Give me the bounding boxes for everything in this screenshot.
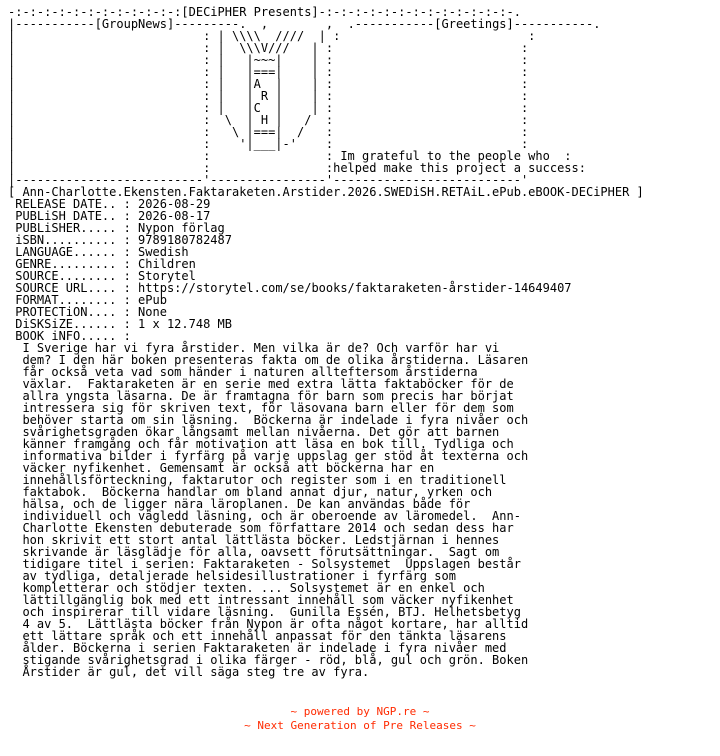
book-info-line: växlar. Faktaraketen är en serie med extra lätta faktaböcker för de — [8, 377, 514, 391]
header-art: -:-:-:-:-:-:-:-:-:-:-:-:[DECiPHER Presents]-:-:-:-:-:-:-:-:-:-:-:-:-:-. |-----------[GroupNews]---------. , , .-----------[Greetings]-----------. | : | \\\\ //// | : : | : | \\\V/// | : : | : | |~~~| | : : | : | |===| | : : | : | |A | | : : | : | | R | | : : | : | |C | | : : | : \ | H | / : : | : \ |===| / : : | : '|___|-' : : | : : Im grateful to the people who : | : :helped make this project a success: |--------------------------'----------------'--------------------------' [ Ann-Charlotte.Ekensten.Faktaraketen.Arstider.2026.SWEDiSH.RETAiL.ePub.eBOOK-DECiPHER ] — [8, 5, 644, 199]
field-value: Children — [138, 257, 196, 271]
field-label: BOOK iNFO..... : — [8, 329, 139, 343]
logo-letter-r: R — [260, 89, 269, 103]
book-info-line: behöver starta om sin läsning. Böckerna är indelade i fyra nivåer och — [8, 413, 529, 427]
field-value: Swedish — [138, 245, 189, 259]
field-label: FORMAT........ : — [8, 293, 139, 307]
book-info-line: skrivande är läsglädje för alla, oavsett förutsättningar. Sagt om — [8, 545, 500, 559]
group-news-label: [GroupNews] — [94, 17, 175, 31]
field-value: 2026-08-17 — [138, 209, 211, 223]
book-info-line: tidigare titel i serien: Faktaraketen - Solsystemet Uppslagen består — [8, 557, 521, 571]
book-info-line: hon skrivit ett stort antal lättlästa böcker. Ledstjärnan i hennes — [8, 533, 500, 547]
banner: -:-:-:-:-:-:-:-:-:-:-:-:[DECiPHER Presents]-:-:-:-:-:-:-:-:-:-:-:-:-:-. — [8, 5, 521, 19]
field-label: PUBLiSH DATE.. : — [8, 209, 139, 223]
book-info-line: och inspirerar till vidare läsning. Gunilla Essén, BTJ. Helhetsbetyg — [8, 605, 521, 619]
book-info-line: kompletterar och stödjer texten. ... Solsystemet är en enkel och — [8, 581, 485, 595]
field-label: SOURCE........ : — [8, 269, 139, 283]
book-info-line: allra yngsta läsarna. De är framtagna för barn som precis har börjat — [8, 389, 514, 403]
logo-letter-a: A — [253, 77, 261, 91]
book-info-line: Charlotte Ekensten debuterade som författare 2014 och sedan dess har — [8, 521, 514, 535]
release-info — [8, 198, 720, 342]
field-value: 9789180782487 — [138, 233, 232, 247]
book-info-line: intressera sig för skriven text, för läsovana barn eller för dem som — [8, 401, 514, 415]
field-label: SOURCE URL.... : — [8, 281, 139, 295]
book-info-line: Årstider är gul, det vill säga steg tre av fyra. — [8, 665, 370, 679]
book-info-line: av tydliga, detaljerade helsidesillustrationer i fyrfärg som — [8, 569, 456, 583]
book-info-line: I Sverige har vi fyra årstider. Men vilka är de? Och varför har vi — [8, 341, 500, 355]
logo-letter-h: H — [260, 113, 269, 127]
book-info-line: stigande svårighetsgrad i olika färger - röd, blå, gul och grön. Boken — [8, 653, 529, 667]
book-info-line: lättillgänglig bok med ett intressant innehåll som väcker nyfikenhet — [8, 593, 514, 607]
field-value: 1 x 12.748 MB — [138, 317, 232, 331]
field-value: https://storytel.com/se/books/faktaraketen-årstider-14649407 — [138, 281, 572, 295]
powered-by-link[interactable]: ~ powered by NGP.re ~ — [290, 705, 430, 718]
nfo-document — [8, 6, 720, 678]
book-info-line: individuell och vägledd läsning, och är oberoende av läromedel. Ann- — [8, 509, 521, 523]
book-description — [8, 342, 720, 678]
greetings-text-1: Im grateful to the people who — [333, 149, 550, 163]
book-info-line: känner framgång och får motivation att läsa en bok till. Tydliga och — [8, 437, 514, 451]
book-info-line: väcker nyfikenhet. Gemensamt är också att böckerna har en — [8, 461, 435, 475]
greetings-label: [Greetings] — [434, 17, 514, 31]
book-info-line: hälsa, och de ligger nära läroplanen. De kan användas både för — [8, 497, 471, 511]
book-info-line: ålder. Böckerna i serien Faktaraketen är indelade i fyra nivåer med — [8, 641, 507, 655]
release-name: [ Ann-Charlotte.Ekensten.Faktaraketen.Arstider.2026.SWEDiSH.RETAiL.ePub.eBOOK-DECiPHER ] — [8, 185, 644, 199]
field-label: RELEASE DATE.. : — [8, 197, 139, 211]
field-value: Nypon förlag — [138, 221, 225, 235]
field-label: GENRE......... : — [8, 257, 139, 271]
book-info-line: 4 av 5. Lättlästa böcker från Nypon är ofta något kortare, har alltid — [8, 617, 529, 631]
field-label: LANGUAGE...... : — [8, 245, 139, 259]
book-info-line: dem? I den här boken presenteras fakta om de olika årstiderna. Läsaren — [8, 353, 529, 367]
field-value: Storytel — [138, 269, 196, 283]
book-info-line: faktabok. Böckerna handlar om bland annat djur, natur, yrken och — [8, 485, 493, 499]
logo-letter-c: C — [253, 101, 261, 115]
book-info-line: innehållsförteckning, faktarutor och register som i en traditionell — [8, 473, 507, 487]
book-info-line: svårighetsgraden ökar långsamt mellan nivåerna. Det gör att barnen — [8, 425, 500, 439]
book-info-line: får också veta vad som händer i naturen allteftersom årstiderna — [8, 365, 478, 379]
greetings-text-2: helped make this project a success — [333, 161, 579, 175]
book-info-line: ett lättare språk och ett innehåll anpassat för den tänkta läsarens — [8, 629, 507, 643]
field-label: DiSKSiZE...... : — [8, 317, 139, 331]
book-info-line: informativa bilder i fyrfärg på varje uppslag ger stöd åt texterna och — [8, 449, 529, 463]
footer-tagline: ~ Next Generation of Pre Releases ~ — [244, 719, 476, 732]
footer-powered-by[interactable] — [0, 705, 720, 719]
field-value: 2026-08-29 — [138, 197, 211, 211]
field-label: PROTECTiON.... : — [8, 305, 139, 319]
field-label: iSBN.......... : — [8, 233, 139, 247]
field-value: None — [138, 305, 167, 319]
field-label: PUBLiSHER..... : — [8, 221, 139, 235]
field-value: ePub — [138, 293, 167, 307]
